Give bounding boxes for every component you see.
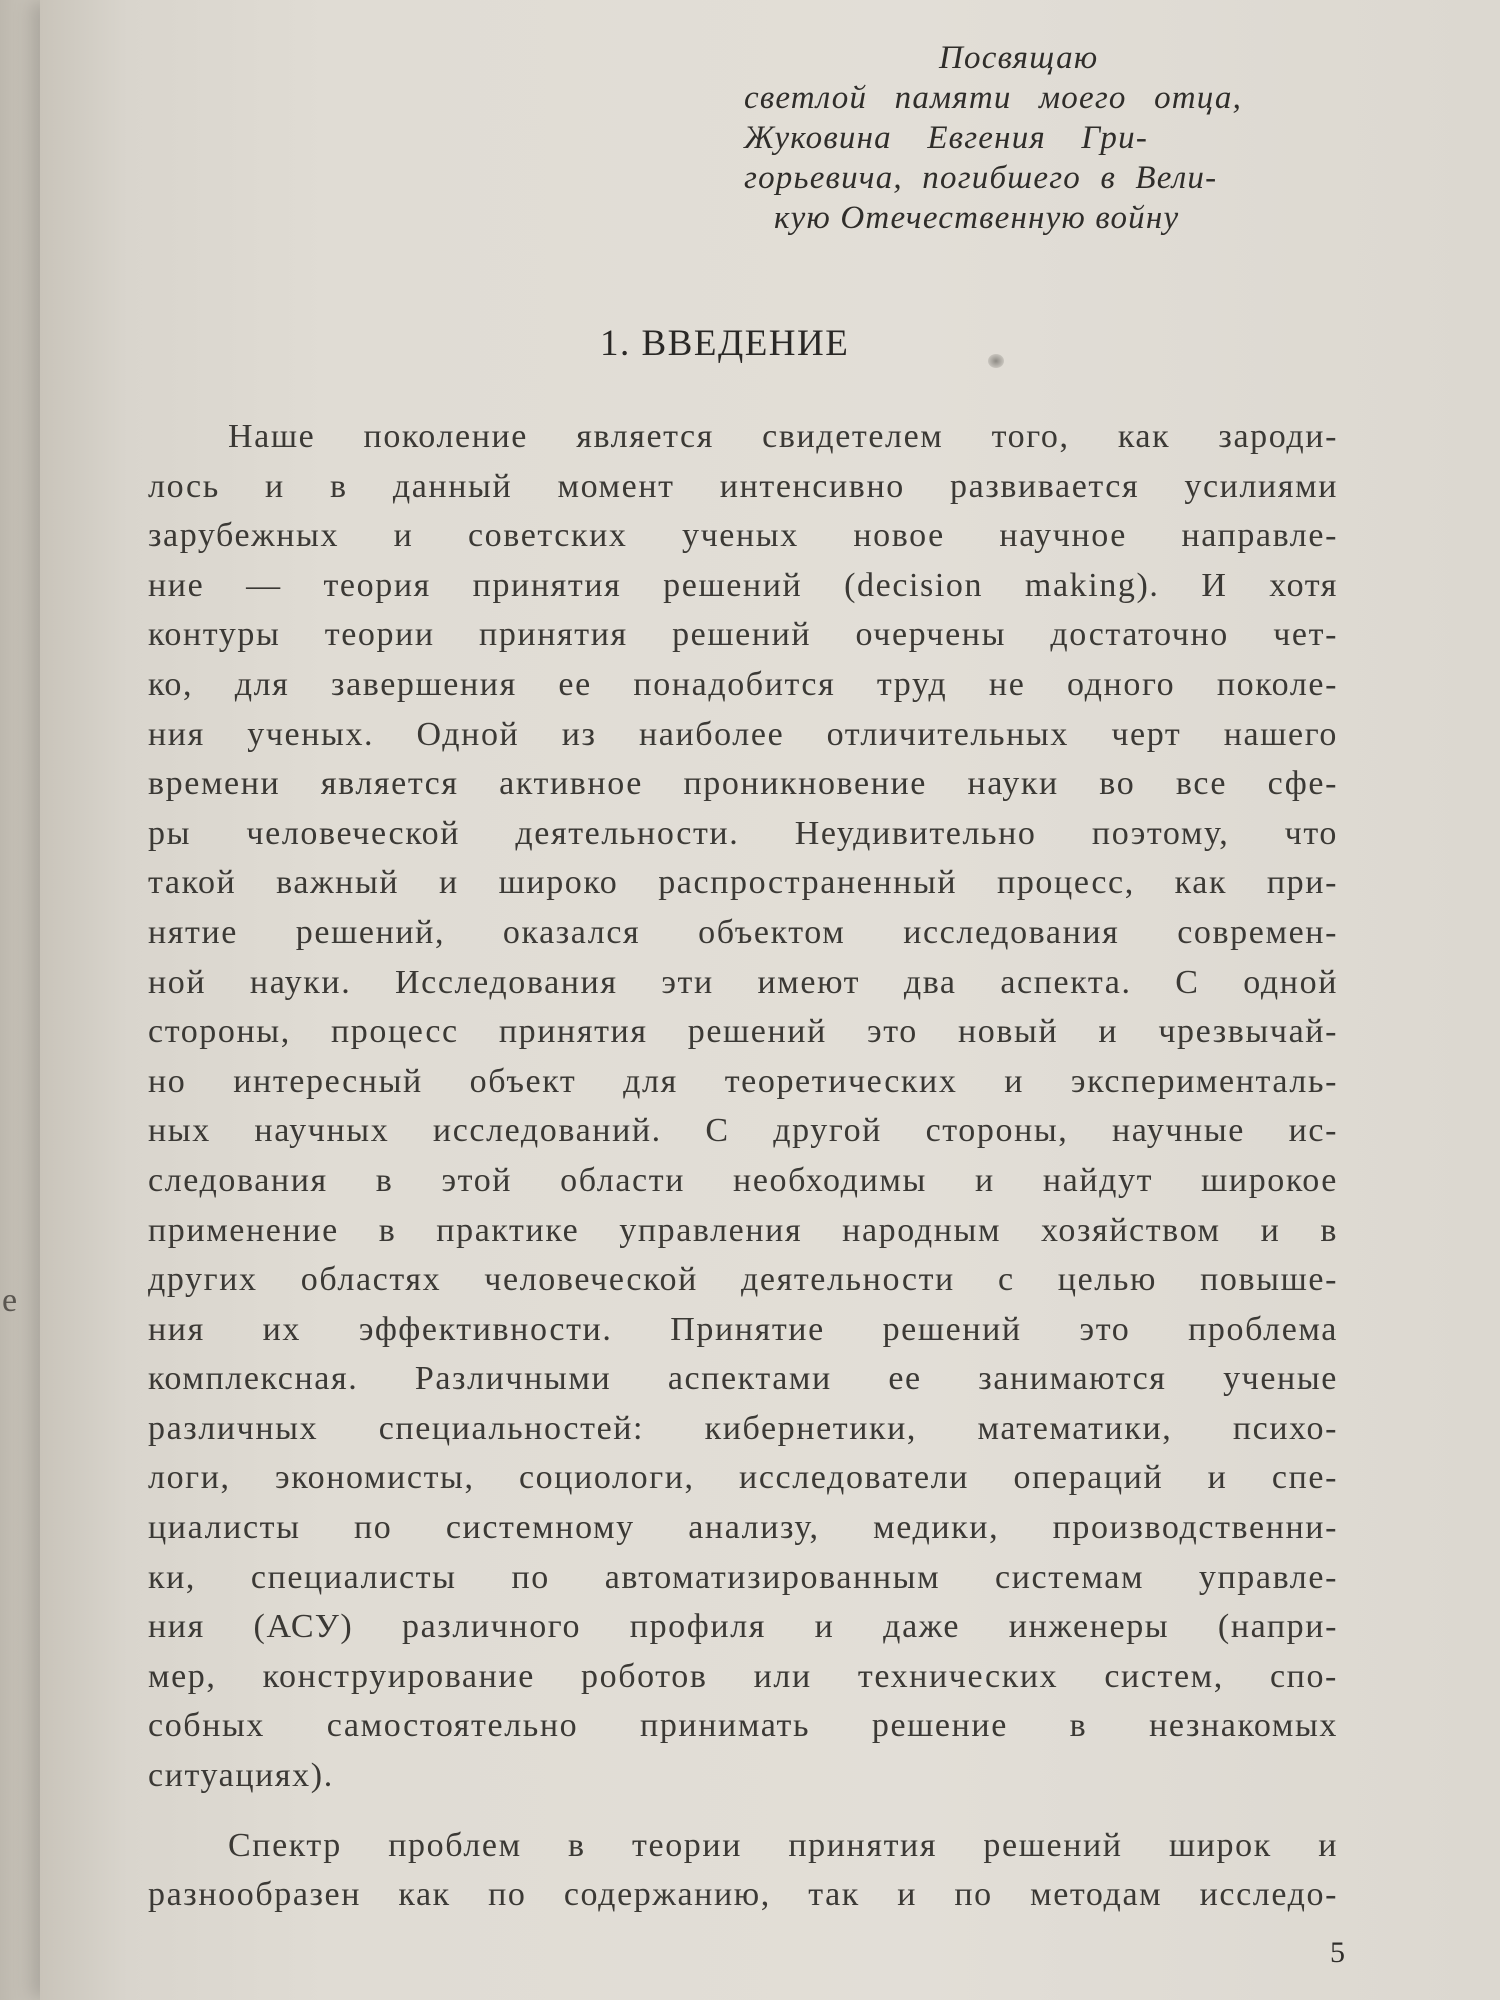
text-line: такой важный и широко распространенный процесс, как при- <box>148 864 1338 902</box>
adjacent-page-letter: е <box>2 1282 18 1319</box>
text-line: ния (АСУ) различного профиля и даже инженеры (напри- <box>148 1608 1338 1646</box>
text-line: ной науки. Исследования эти имеют два аспекта. С одной <box>148 963 1338 1001</box>
dedication-line: Посвящаю <box>939 40 1099 76</box>
text-line: логи, экономисты, социологи, исследователи операций и спе- <box>148 1459 1338 1497</box>
text-line: ко, для завершения ее понадобится труд не одного поколе- <box>148 665 1338 703</box>
text-line: ных научных исследований. С другой стороны, научные ис- <box>148 1112 1338 1150</box>
text-line: зарубежных и советских ученых новое научное направле- <box>148 517 1338 555</box>
text-line: стороны, процесс принятия решений это новый и чрезвычай- <box>148 1013 1338 1051</box>
text-line: различных специальностей: кибернетики, математики, психо- <box>148 1409 1338 1447</box>
dedication-line: кую Отечественную войну <box>774 200 1180 236</box>
paragraph-gap <box>148 1801 1338 1821</box>
chapter-heading: 1. ВВЕДЕНИЕ <box>600 323 850 364</box>
text-line: ния ученых. Одной из наиболее отличительных черт нашего <box>148 715 1338 753</box>
paragraph <box>148 1821 1338 1920</box>
text-line: ситуациях). <box>148 1757 334 1795</box>
dedication-line: горьевича, погибшего в Вели- <box>744 160 1218 196</box>
paragraph <box>148 412 1338 1801</box>
text-line: ры человеческой деятельности. Неудивительно поэтому, что <box>148 814 1338 852</box>
body-text <box>148 412 1338 1920</box>
text-line: ние — теория принятия решений (decision making). И хотя <box>148 566 1338 604</box>
text-line: Наше поколение является свидетелем того, как зароди- <box>228 418 1338 455</box>
dedication-line: Жуковина Евгения Гри- <box>744 120 1149 156</box>
ink-smudge <box>988 354 1004 368</box>
text-line: Спектр проблем в теории принятия решений широк и <box>228 1826 1338 1864</box>
text-line: собных самостоятельно принимать решение в незнакомых <box>148 1707 1338 1745</box>
text-line: времени является активное проникновение науки во все сфе- <box>148 765 1338 803</box>
text-line: мер, конструирование роботов или технических систем, спо- <box>148 1657 1338 1695</box>
dedication <box>744 38 1344 238</box>
text-line: циалисты по системному анализу, медики, производственни- <box>148 1509 1338 1547</box>
text-line: разнообразен как по содержанию, так и по методам исследо- <box>148 1876 1338 1914</box>
dedication-line: светлой памяти моего отца, <box>744 80 1243 116</box>
text-line: следования в этой области необходимы и найдут широкое <box>148 1161 1338 1199</box>
text-line: ки, специалисты по автоматизированным системам управле- <box>148 1558 1338 1596</box>
adjacent-page-edge <box>0 0 40 2000</box>
text-line: но интересный объект для теоретических и эксперименталь- <box>148 1062 1338 1100</box>
text-line: других областях человеческой деятельности с целью повыше- <box>148 1261 1338 1299</box>
text-line: ния их эффективности. Принятие решений это проблема <box>148 1310 1338 1348</box>
text-line: комплексная. Различными аспектами ее занимаются ученые <box>148 1360 1338 1398</box>
text-line: нятие решений, оказался объектом исследования современ- <box>148 913 1338 951</box>
paragraphs <box>148 412 1338 1920</box>
text-line: применение в практике управления народным хозяйством и в <box>148 1211 1338 1249</box>
text-line: лось и в данный момент интенсивно развивается усилиями <box>148 467 1338 505</box>
text-line: контуры теории принятия решений очерчены достаточно чет- <box>148 616 1338 654</box>
page-number: 5 <box>1330 1936 1345 1969</box>
